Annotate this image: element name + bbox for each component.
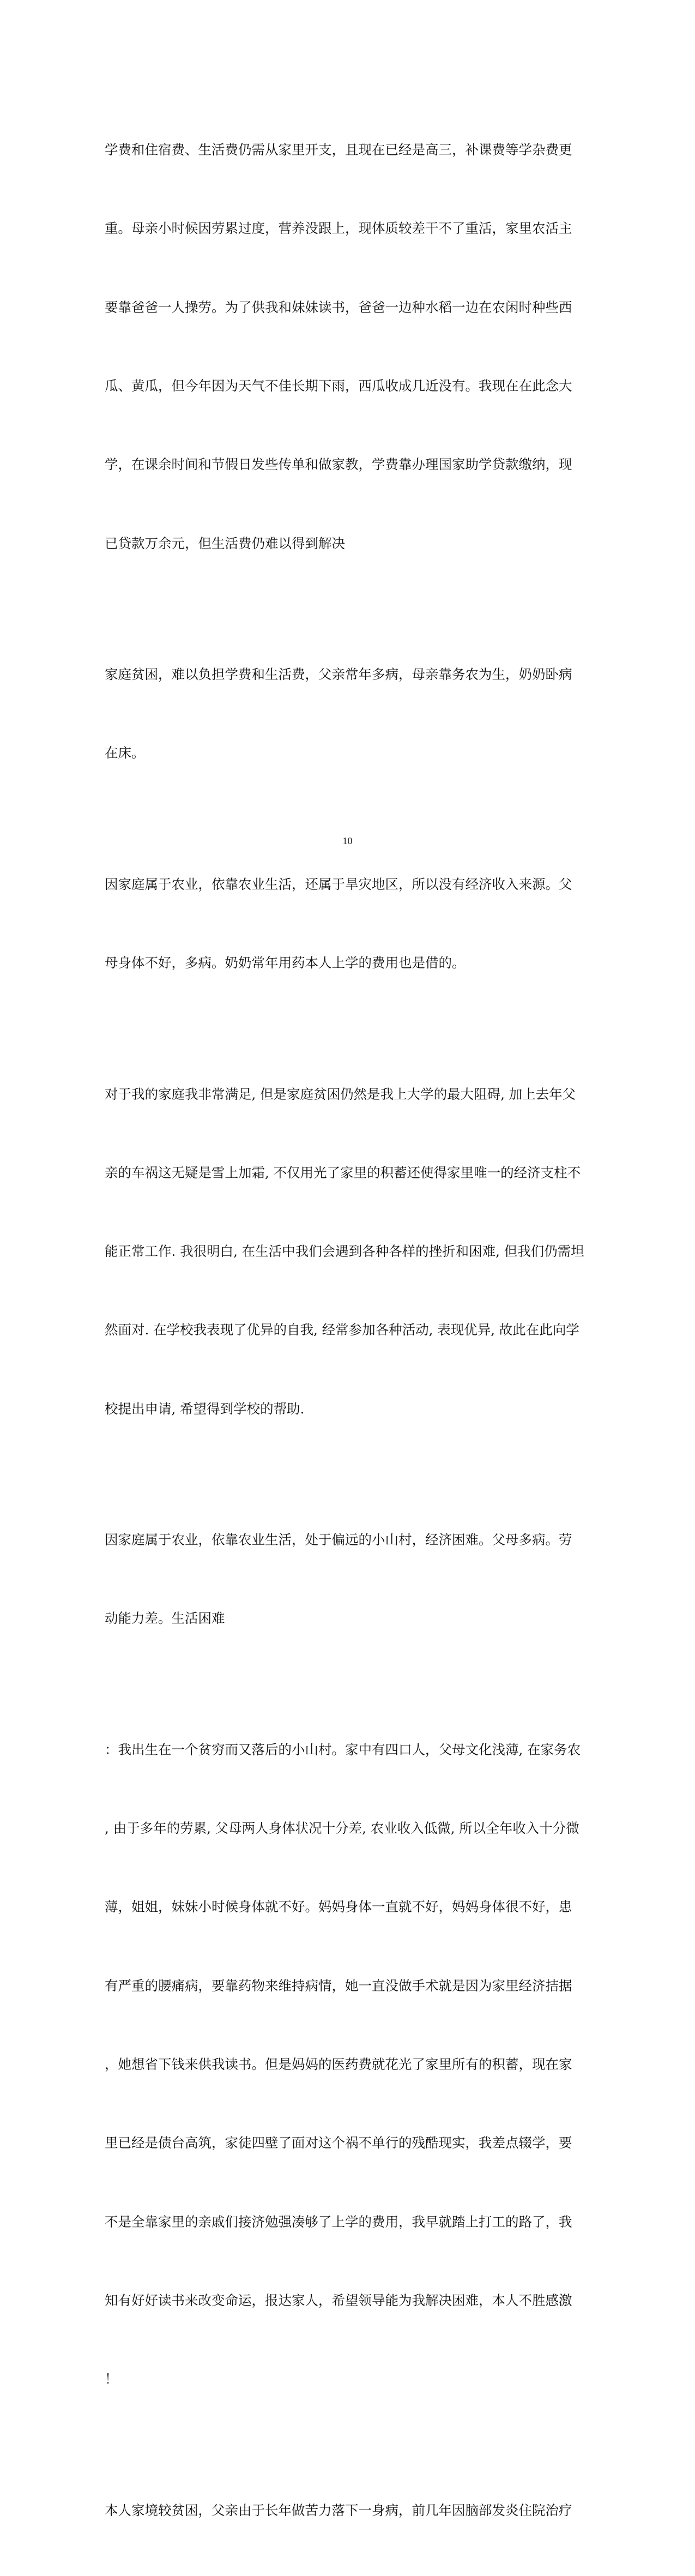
paragraph — [105, 609, 590, 819]
text-line: 不是全靠家里的亲戚们接济勉强凑够了上学的费用，我早就踏上打工的路了，我 — [105, 2213, 572, 2230]
text-line: 能正常工作. 我很明白, 在生活中我们会遇到各种各样的挫折和困难, 但我们仍需坦 — [105, 1243, 584, 1260]
text-line: 重。母亲小时候因劳累过度，营养没跟上，现体质较差干不了重活，家里农活主 — [105, 220, 572, 237]
text-line: 亲的车祸这无疑是雪上加霜, 不仅用光了家里的积蓄还使得家里唯一的经济支柱不 — [105, 1164, 581, 1181]
text-line: 瓜、黄瓜，但今年因为天气不佳长期下雨，西瓜收成几近没有。我现在在此念大 — [105, 378, 572, 394]
text-line: 因家庭属于农业，依靠农业生活，还属于旱灾地区，所以没有经济收入来源。父 — [105, 876, 572, 892]
text-line: 动能力差。生活困难 — [105, 1610, 225, 1627]
text-line: 对于我的家庭我非常满足, 但是家庭贫困仍然是我上大学的最大阻碍, 加上去年父 — [105, 1086, 576, 1102]
text-line: 在床。 — [105, 745, 145, 761]
text-line: 里已经是债台高筑，家徒四壁了面对这个祸不单行的残酷现实，我差点辍学，要 — [105, 2135, 572, 2151]
text-line: 母身体不好，多病。奶奶常年用药本人上学的费用也是借的。 — [105, 955, 466, 971]
paragraph — [105, 819, 590, 1029]
text-line: 本人家境较贫困，父亲由于长年做苦力落下一身病，前几年因脑部发炎住院治疗 — [105, 2502, 572, 2518]
text-line: ！ — [105, 2371, 118, 2387]
text-line: 要靠爸爸一人操劳。为了供我和妹妹读书，爸爸一边种水稻一边在农闲时种些西 — [105, 299, 572, 315]
text-line: 校提出申请, 希望得到学校的帮助. — [105, 1400, 305, 1417]
text-line: 学费和住宿费、生活费仍需从家里开支，且现在已经是高三，补课费等学杂费更 — [105, 142, 572, 158]
text-line: ：我出生在一个贫穷而又落后的小山村。家中有四口人，父母文化浅薄, 在家务农 — [105, 1741, 581, 1758]
text-line: 然面对. 在学校我表现了优异的自我, 经常参加各种活动, 表现优异, 故此在此向学 — [105, 1322, 579, 1338]
text-line: 知有好好读书来改变命运，报达家人，希望领导能为我解决困难，本人不胜感激 — [105, 2292, 572, 2308]
paragraph — [105, 1028, 590, 1474]
text-line: 学，在课余时间和节假日发些传单和做家教，学费靠办理国家助学贷款缴纳，现 — [105, 456, 572, 473]
paragraph — [105, 2445, 590, 2575]
document-body — [105, 85, 590, 2576]
paragraph — [105, 1684, 590, 2445]
text-line: , 由于多年的劳累, 父母两人身体状况十分差, 农业收入低微, 所以全年收入十分微 — [105, 1820, 579, 1837]
text-line: 家庭贫困，难以负担学费和生活费，父亲常年多病，母亲靠务农为生，奶奶卧病 — [105, 666, 572, 683]
text-line: 因家庭属于农业，依靠农业生活，处于偏远的小山村，经济困难。父母多病。劳 — [105, 1532, 572, 1548]
text-line: ，她想省下钱来供我读书。但是妈妈的医药费就花光了家里所有的积蓄，现在家 — [105, 2056, 572, 2073]
page-number: 10 — [342, 835, 353, 846]
paragraph — [105, 85, 590, 609]
text-line: 有严重的腰痛病，要靠药物来维持病情，她一直没做手术就是因为家里经济拮据 — [105, 1977, 572, 1994]
text-line: 薄，姐姐，妹妹小时候身体就不好。妈妈身体一直就不好，妈妈身体很不好，患 — [105, 1899, 572, 1915]
text-line: 已贷款万余元，但生活费仍难以得到解决 — [105, 535, 345, 551]
paragraph — [105, 1474, 590, 1684]
